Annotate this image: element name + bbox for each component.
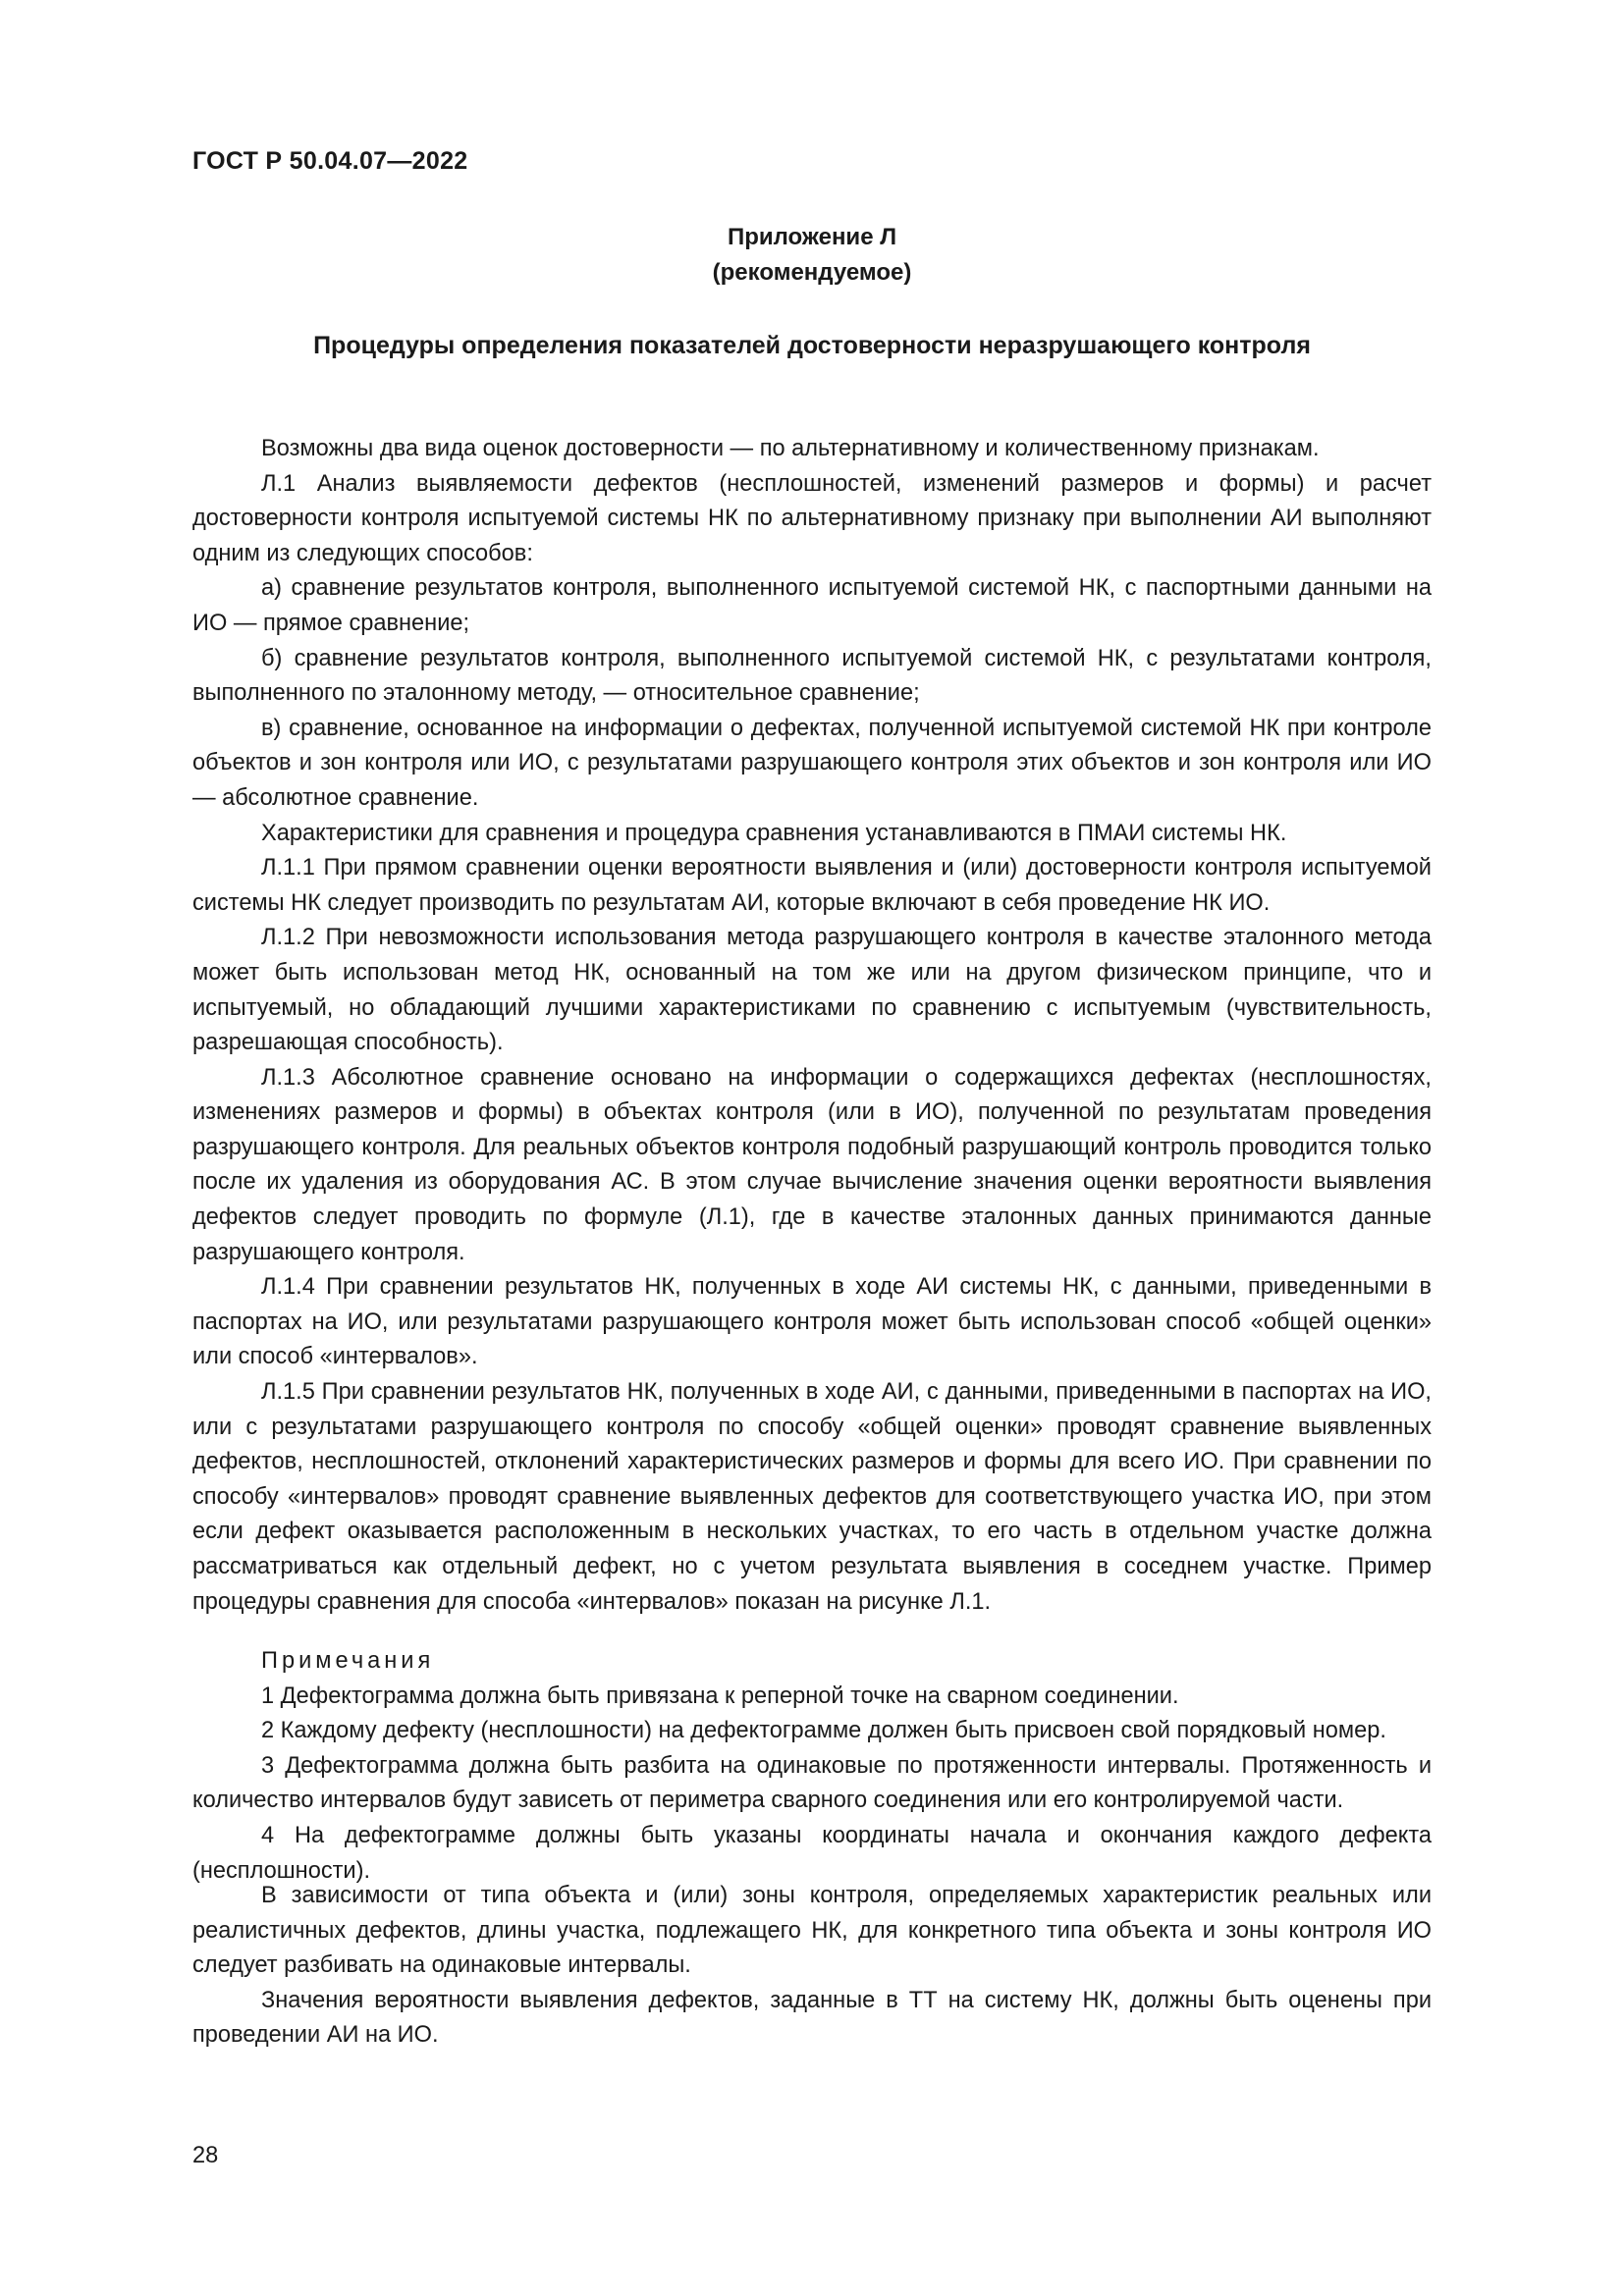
paragraph-l1-b: б) сравнение результатов контроля, выполненного испытуемой системой НК, с результатами контроля, выполненного по эталонному методу, — относительное сравнение; — [192, 645, 1432, 707]
paragraph-l1-5: Л.1.5 При сравнении результатов НК, полученных в ходе АИ, с данными, приведенными в паспортах на ИО, или с результатами разрушающего контроля по способу «общей оценки» проводят сравнение выявленных дефектов, несплошностей, отклонений характеристических размеров и формы для всего ИО. При сравнении по способу «интервалов» проводят сравнение выявленных дефектов для соответствующего участка ИО, при этом если дефект оказывается расположенным в нескольких участках, то его часть в отдельном участке должна рассматриваться как отдельный дефект, но с учетом результата выявления в соседнем участке. Пример процедуры сравнения для способа «интервалов» показан на рисунке Л.1. — [192, 1379, 1432, 1615]
paragraph-l1-4: Л.1.4 При сравнении результатов НК, полученных в ходе АИ системы НК, с данными, приведенными в паспортах на ИО, или результатами разрушающего контроля может быть использован способ «общей оценки» или способ «интервалов». — [192, 1274, 1432, 1370]
paragraph-intro: Возможны два вида оценок достоверности — по альтернативному и количественному признакам. — [261, 436, 1320, 461]
document-code: ГОСТ Р 50.04.07—2022 — [192, 147, 468, 175]
paragraph-l1-2: Л.1.2 При невозможности использования метода разрушающего контроля в качестве эталонного метода может быть использован метод НК, основанный на том же или на другом физическом принципе, что и испытуемый, но обладающий лучшими характеристиками по сравнению с испытуемым (чувствительность, разрешающая способность). — [192, 925, 1432, 1056]
body-text — [192, 432, 1432, 1620]
paragraph-l1-1: Л.1.1 При прямом сравнении оценки вероятности выявления и (или) достоверности контроля испытуемой системы НК следует производить по результатам АИ, которые включают в себя проведение НК ИО. — [192, 855, 1432, 916]
page-number: 28 — [192, 2143, 219, 2168]
annex-heading: Процедуры определения показателей достоверности неразрушающего контроля — [313, 332, 1311, 359]
notes-heading: Примечания — [261, 1648, 435, 1674]
paragraph-l1-a: а) сравнение результатов контроля, выполненного испытуемой системой НК, с паспортными данными на ИО — прямое сравнение; — [192, 575, 1432, 636]
final-text — [192, 1879, 1432, 2054]
paragraph-l1: Л.1 Анализ выявляемости дефектов (несплошностей, изменений размеров и формы) и расчет достоверности контроля испытуемой системы НК по альтернативному признаку при выполнении АИ выполняют одним из следующих способов: — [192, 470, 1432, 566]
note-item: 1 Дефектограмма должна быть привязана к реперной точке на сварном соединении. — [261, 1682, 1179, 1709]
paragraph-l1-3: Л.1.3 Абсолютное сравнение основано на информации о содержащихся дефектах (несплошностях, изменениях размеров и формы) в объектах контроля (или в ИО), полученной по результатам проведения разрушающего контроля. Для реальных объектов контроля подобный разрушающий контроль проводится только после их удаления из оборудования АС. В этом случае вычисление значения оценки вероятности выявления дефектов следует проводить по формуле (Л.1), где в качестве эталонных данных принимаются данные разрушающего контроля. — [192, 1064, 1432, 1265]
paragraph-characteristics: Характеристики для сравнения и процедура сравнения устанавливаются в ПМАИ системы НК. — [261, 820, 1287, 846]
paragraph-probability: Значения вероятности выявления дефектов, заданные в ТТ на систему НК, должны быть оценены при проведении АИ на ИО. — [192, 1987, 1432, 2049]
paragraph-l1-c: в) сравнение, основанное на информации о дефектах, полученной испытуемой системой НК при контроле объектов и зон контроля или ИО, с результатами разрушающего контроля этих объектов и зон контроля или ИО — абсолютное сравнение. — [192, 715, 1432, 811]
note-item: 4 На дефектограмме должны быть указаны координаты начала и окончания каждого дефекта (несплошности). — [192, 1822, 1432, 1884]
paragraph-intervals: В зависимости от типа объекта и (или) зоны контроля, определяемых характеристик реальных или реалистичных дефектов, длины участка, подлежащего НК, для конкретного типа объекта и зоны контроля ИО следует разбивать на одинаковые интервалы. — [192, 1883, 1432, 1979]
note-item: 2 Каждому дефекту (несплошности) на дефектограмме должен быть присвоен свой порядковый номер. — [261, 1718, 1386, 1744]
note-item: 3 Дефектограмма должна быть разбита на одинаковые по протяженности интервалы. Протяженность и количество интервалов будут зависеть от периметра сварного соединения или его контролируемой части. — [192, 1752, 1432, 1814]
annex-title: Приложение Л — [727, 224, 897, 250]
annex-type: (рекомендуемое) — [712, 259, 912, 286]
notes-section — [192, 1644, 1432, 1889]
